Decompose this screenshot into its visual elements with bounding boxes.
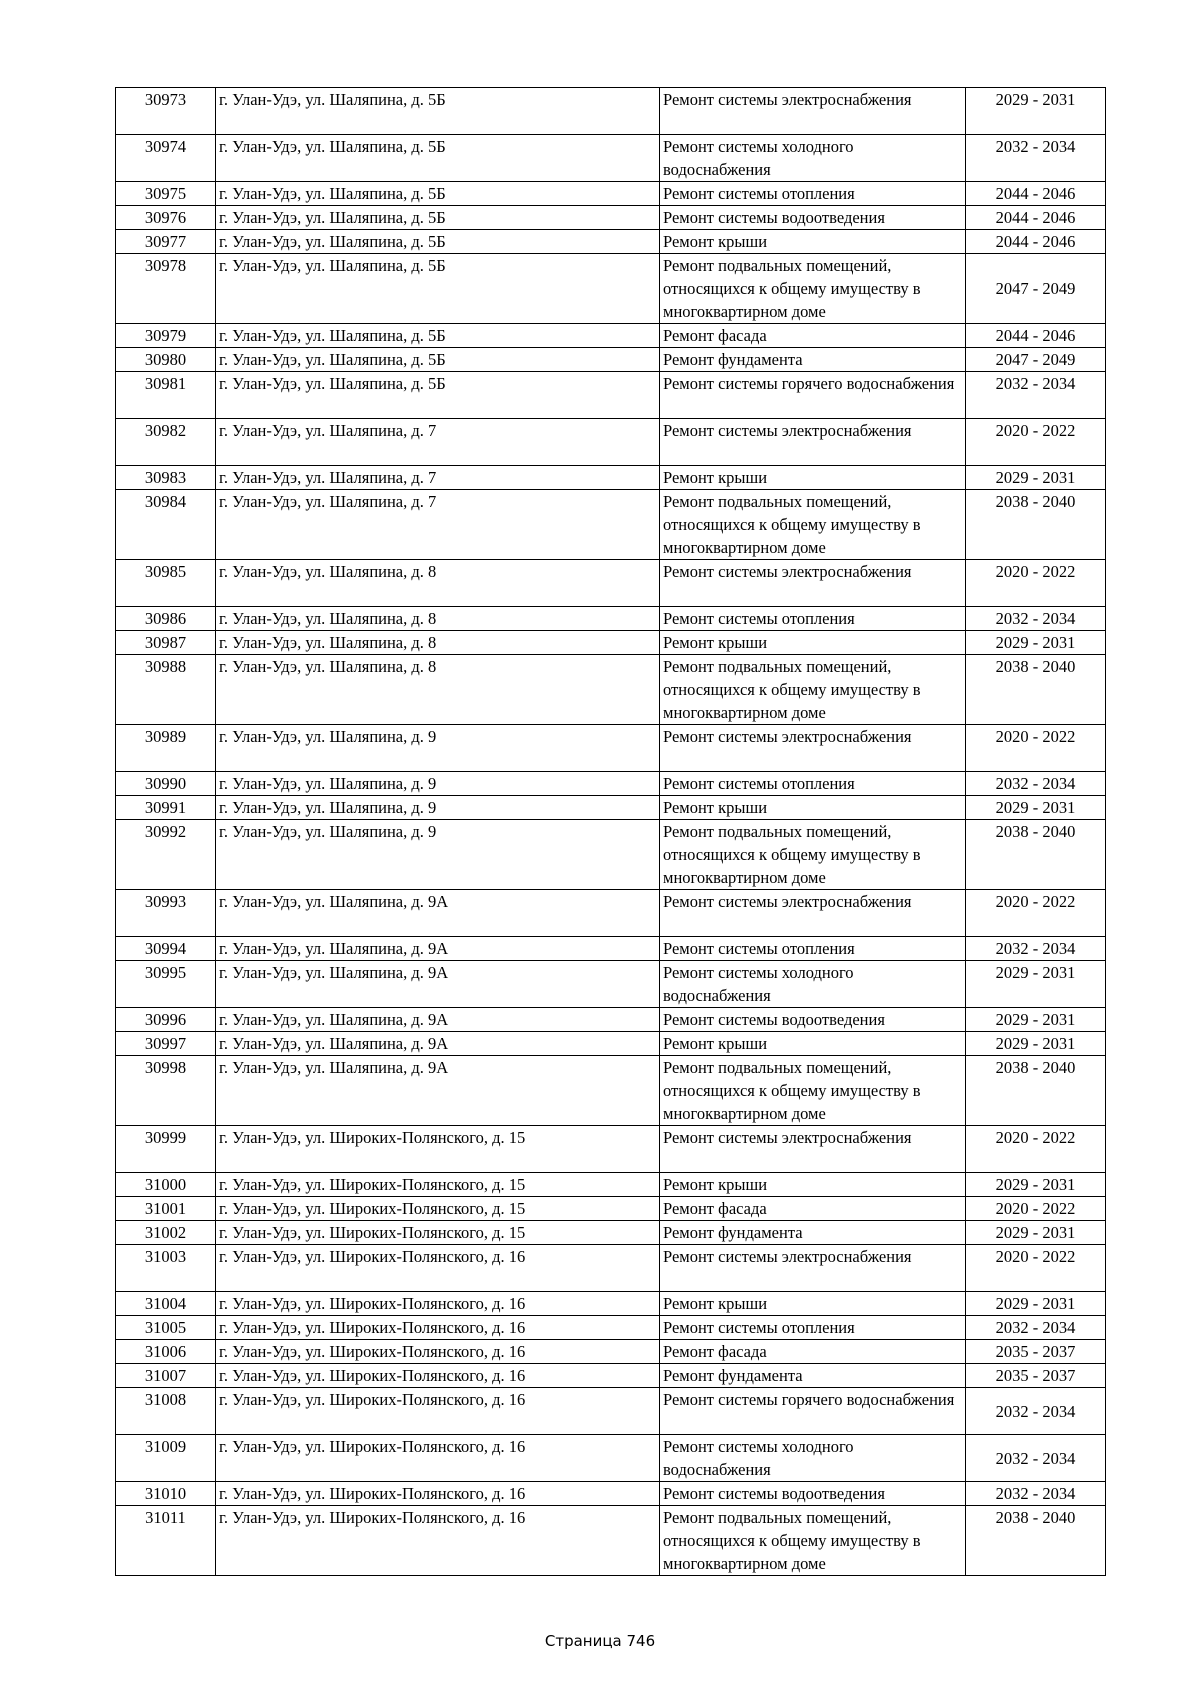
work-type-cell: Ремонт подвальных помещений, относящихся к общему имуществу в многоквартирном доме: [660, 1506, 966, 1576]
address-cell: г. Улан-Удэ, ул. Широких-Полянского, д. 15: [216, 1126, 660, 1173]
address-cell: г. Улан-Удэ, ул. Шаляпина, д. 9: [216, 725, 660, 772]
work-type-cell: Ремонт системы водоотведения: [660, 1008, 966, 1032]
work-type-cell: Ремонт подвальных помещений, относящихся к общему имуществу в многоквартирном доме: [660, 820, 966, 890]
address-cell: г. Улан-Удэ, ул. Шаляпина, д. 9А: [216, 961, 660, 1008]
row-number-cell: 30983: [116, 466, 216, 490]
years-cell: 2020 - 2022: [966, 1197, 1106, 1221]
years-cell: 2038 - 2040: [966, 1506, 1106, 1576]
work-type-cell: Ремонт крыши: [660, 631, 966, 655]
address-cell: г. Улан-Удэ, ул. Шаляпина, д. 8: [216, 655, 660, 725]
years-cell: 2032 - 2034: [966, 1482, 1106, 1506]
row-number-cell: 31006: [116, 1340, 216, 1364]
address-cell: г. Улан-Удэ, ул. Шаляпина, д. 5Б: [216, 230, 660, 254]
years-cell: 2029 - 2031: [966, 1008, 1106, 1032]
address-cell: г. Улан-Удэ, ул. Шаляпина, д. 5Б: [216, 88, 660, 135]
years-cell: 2020 - 2022: [966, 419, 1106, 466]
row-number-cell: 30986: [116, 607, 216, 631]
address-cell: г. Улан-Удэ, ул. Шаляпина, д. 9А: [216, 890, 660, 937]
address-cell: г. Улан-Удэ, ул. Широких-Полянского, д. 15: [216, 1221, 660, 1245]
years-cell: 2029 - 2031: [966, 631, 1106, 655]
table-row: [116, 961, 1106, 1008]
table-row: [116, 466, 1106, 490]
address-cell: г. Улан-Удэ, ул. Шаляпина, д. 9А: [216, 1008, 660, 1032]
address-cell: г. Улан-Удэ, ул. Шаляпина, д. 8: [216, 607, 660, 631]
years-cell: 2020 - 2022: [966, 1126, 1106, 1173]
table-row: [116, 348, 1106, 372]
work-type-cell: Ремонт подвальных помещений, относящихся к общему имуществу в многоквартирном доме: [660, 655, 966, 725]
table-row: [116, 88, 1106, 135]
years-cell: 2038 - 2040: [966, 655, 1106, 725]
row-number-cell: 31004: [116, 1292, 216, 1316]
table-row: [116, 1245, 1106, 1292]
work-type-cell: Ремонт системы холодного водоснабжения: [660, 961, 966, 1008]
years-cell: 2047 - 2049: [966, 348, 1106, 372]
table-row: [116, 1364, 1106, 1388]
table-row: [116, 655, 1106, 725]
address-cell: г. Улан-Удэ, ул. Шаляпина, д. 5Б: [216, 206, 660, 230]
table-row: [116, 725, 1106, 772]
work-type-cell: Ремонт крыши: [660, 1173, 966, 1197]
work-type-cell: Ремонт крыши: [660, 796, 966, 820]
table-row: [116, 631, 1106, 655]
years-cell: 2044 - 2046: [966, 230, 1106, 254]
address-cell: г. Улан-Удэ, ул. Широких-Полянского, д. 16: [216, 1482, 660, 1506]
years-cell: 2035 - 2037: [966, 1340, 1106, 1364]
address-cell: г. Улан-Удэ, ул. Шаляпина, д. 9: [216, 796, 660, 820]
work-type-cell: Ремонт системы электроснабжения: [660, 890, 966, 937]
repair-schedule-table: [115, 87, 1106, 1576]
address-cell: г. Улан-Удэ, ул. Шаляпина, д. 5Б: [216, 372, 660, 419]
table-row: [116, 1221, 1106, 1245]
table-row: [116, 490, 1106, 560]
years-cell: 2032 - 2034: [966, 1388, 1106, 1435]
years-cell: 2032 - 2034: [966, 372, 1106, 419]
years-cell: 2038 - 2040: [966, 820, 1106, 890]
row-number-cell: 30996: [116, 1008, 216, 1032]
row-number-cell: 31007: [116, 1364, 216, 1388]
address-cell: г. Улан-Удэ, ул. Широких-Полянского, д. 15: [216, 1173, 660, 1197]
table-row: [116, 372, 1106, 419]
row-number-cell: 30977: [116, 230, 216, 254]
row-number-cell: 30997: [116, 1032, 216, 1056]
row-number-cell: 31008: [116, 1388, 216, 1435]
address-cell: г. Улан-Удэ, ул. Шаляпина, д. 7: [216, 490, 660, 560]
address-cell: г. Улан-Удэ, ул. Широких-Полянского, д. 16: [216, 1316, 660, 1340]
work-type-cell: Ремонт системы водоотведения: [660, 1482, 966, 1506]
table-row: [116, 560, 1106, 607]
row-number-cell: 31011: [116, 1506, 216, 1576]
row-number-cell: 30995: [116, 961, 216, 1008]
work-type-cell: Ремонт крыши: [660, 1292, 966, 1316]
row-number-cell: 31000: [116, 1173, 216, 1197]
years-cell: 2038 - 2040: [966, 490, 1106, 560]
work-type-cell: Ремонт системы электроснабжения: [660, 88, 966, 135]
work-type-cell: Ремонт системы электроснабжения: [660, 1245, 966, 1292]
work-type-cell: Ремонт фундамента: [660, 348, 966, 372]
address-cell: г. Улан-Удэ, ул. Широких-Полянского, д. 16: [216, 1506, 660, 1576]
work-type-cell: Ремонт системы водоотведения: [660, 206, 966, 230]
table-row: [116, 1340, 1106, 1364]
row-number-cell: 30975: [116, 182, 216, 206]
address-cell: г. Улан-Удэ, ул. Шаляпина, д. 9: [216, 772, 660, 796]
row-number-cell: 30990: [116, 772, 216, 796]
table-row: [116, 820, 1106, 890]
table-row: [116, 206, 1106, 230]
address-cell: г. Улан-Удэ, ул. Широких-Полянского, д. 16: [216, 1245, 660, 1292]
work-type-cell: Ремонт системы электроснабжения: [660, 419, 966, 466]
table-row: [116, 1008, 1106, 1032]
work-type-cell: Ремонт системы отопления: [660, 1316, 966, 1340]
years-cell: 2047 - 2049: [966, 254, 1106, 324]
work-type-cell: Ремонт системы отопления: [660, 772, 966, 796]
table-row: [116, 324, 1106, 348]
row-number-cell: 30998: [116, 1056, 216, 1126]
table-row: [116, 419, 1106, 466]
row-number-cell: 30979: [116, 324, 216, 348]
years-cell: 2029 - 2031: [966, 1221, 1106, 1245]
address-cell: г. Улан-Удэ, ул. Широких-Полянского, д. 16: [216, 1292, 660, 1316]
work-type-cell: Ремонт системы горячего водоснабжения: [660, 1388, 966, 1435]
table-row: [116, 135, 1106, 182]
years-cell: 2029 - 2031: [966, 1173, 1106, 1197]
work-type-cell: Ремонт фундамента: [660, 1364, 966, 1388]
table-row: [116, 1292, 1106, 1316]
row-number-cell: 31009: [116, 1435, 216, 1482]
table-row: [116, 1435, 1106, 1482]
table-row: [116, 1197, 1106, 1221]
address-cell: г. Улан-Удэ, ул. Шаляпина, д. 7: [216, 466, 660, 490]
years-cell: 2029 - 2031: [966, 961, 1106, 1008]
years-cell: 2032 - 2034: [966, 1435, 1106, 1482]
table-row: [116, 1388, 1106, 1435]
work-type-cell: Ремонт подвальных помещений, относящихся к общему имуществу в многоквартирном доме: [660, 254, 966, 324]
years-cell: 2038 - 2040: [966, 1056, 1106, 1126]
years-cell: 2044 - 2046: [966, 206, 1106, 230]
years-cell: 2020 - 2022: [966, 725, 1106, 772]
work-type-cell: Ремонт фасада: [660, 1197, 966, 1221]
table-row: [116, 890, 1106, 937]
table-body: [116, 88, 1106, 1576]
row-number-cell: 31002: [116, 1221, 216, 1245]
years-cell: 2032 - 2034: [966, 772, 1106, 796]
work-type-cell: Ремонт подвальных помещений, относящихся к общему имуществу в многоквартирном доме: [660, 1056, 966, 1126]
table-row: [116, 1173, 1106, 1197]
table-row: [116, 1506, 1106, 1576]
work-type-cell: Ремонт крыши: [660, 466, 966, 490]
years-cell: 2035 - 2037: [966, 1364, 1106, 1388]
table-row: [116, 607, 1106, 631]
years-cell: 2032 - 2034: [966, 135, 1106, 182]
address-cell: г. Улан-Удэ, ул. Шаляпина, д. 5Б: [216, 182, 660, 206]
row-number-cell: 30988: [116, 655, 216, 725]
row-number-cell: 30992: [116, 820, 216, 890]
table-row: [116, 772, 1106, 796]
work-type-cell: Ремонт системы отопления: [660, 607, 966, 631]
work-type-cell: Ремонт системы электроснабжения: [660, 725, 966, 772]
work-type-cell: Ремонт крыши: [660, 230, 966, 254]
row-number-cell: 30981: [116, 372, 216, 419]
address-cell: г. Улан-Удэ, ул. Широких-Полянского, д. 16: [216, 1388, 660, 1435]
table-row: [116, 1316, 1106, 1340]
row-number-cell: 30993: [116, 890, 216, 937]
table-row: [116, 254, 1106, 324]
row-number-cell: 31005: [116, 1316, 216, 1340]
row-number-cell: 30984: [116, 490, 216, 560]
work-type-cell: Ремонт системы электроснабжения: [660, 1126, 966, 1173]
address-cell: г. Улан-Удэ, ул. Широких-Полянского, д. 16: [216, 1340, 660, 1364]
years-cell: 2020 - 2022: [966, 560, 1106, 607]
address-cell: г. Улан-Удэ, ул. Шаляпина, д. 8: [216, 631, 660, 655]
address-cell: г. Улан-Удэ, ул. Шаляпина, д. 5Б: [216, 254, 660, 324]
work-type-cell: Ремонт системы электроснабжения: [660, 560, 966, 607]
table-row: [116, 1056, 1106, 1126]
page-number: Страница 746: [544, 1632, 656, 1650]
work-type-cell: Ремонт системы отопления: [660, 182, 966, 206]
years-cell: 2020 - 2022: [966, 1245, 1106, 1292]
row-number-cell: 30982: [116, 419, 216, 466]
work-type-cell: Ремонт фасада: [660, 324, 966, 348]
row-number-cell: 30973: [116, 88, 216, 135]
row-number-cell: 30985: [116, 560, 216, 607]
row-number-cell: 30976: [116, 206, 216, 230]
row-number-cell: 31010: [116, 1482, 216, 1506]
years-cell: 2020 - 2022: [966, 890, 1106, 937]
address-cell: г. Улан-Удэ, ул. Широких-Полянского, д. 16: [216, 1364, 660, 1388]
work-type-cell: Ремонт фасада: [660, 1340, 966, 1364]
row-number-cell: 31003: [116, 1245, 216, 1292]
table-row: [116, 1032, 1106, 1056]
row-number-cell: 30999: [116, 1126, 216, 1173]
row-number-cell: 30978: [116, 254, 216, 324]
address-cell: г. Улан-Удэ, ул. Шаляпина, д. 5Б: [216, 135, 660, 182]
row-number-cell: 30991: [116, 796, 216, 820]
work-type-cell: Ремонт подвальных помещений, относящихся к общему имуществу в многоквартирном доме: [660, 490, 966, 560]
row-number-cell: 30987: [116, 631, 216, 655]
address-cell: г. Улан-Удэ, ул. Шаляпина, д. 9А: [216, 937, 660, 961]
address-cell: г. Улан-Удэ, ул. Шаляпина, д. 9А: [216, 1056, 660, 1126]
address-cell: г. Улан-Удэ, ул. Широких-Полянского, д. 16: [216, 1435, 660, 1482]
years-cell: 2044 - 2046: [966, 182, 1106, 206]
row-number-cell: 31001: [116, 1197, 216, 1221]
years-cell: 2044 - 2046: [966, 324, 1106, 348]
row-number-cell: 30994: [116, 937, 216, 961]
years-cell: 2029 - 2031: [966, 88, 1106, 135]
years-cell: 2032 - 2034: [966, 937, 1106, 961]
table-row: [116, 1126, 1106, 1173]
work-type-cell: Ремонт системы отопления: [660, 937, 966, 961]
work-type-cell: Ремонт крыши: [660, 1032, 966, 1056]
table-row: [116, 182, 1106, 206]
address-cell: г. Улан-Удэ, ул. Шаляпина, д. 9А: [216, 1032, 660, 1056]
table-row: [116, 1482, 1106, 1506]
address-cell: г. Улан-Удэ, ул. Шаляпина, д. 5Б: [216, 348, 660, 372]
table-row: [116, 796, 1106, 820]
work-type-cell: Ремонт системы горячего водоснабжения: [660, 372, 966, 419]
address-cell: г. Улан-Удэ, ул. Шаляпина, д. 8: [216, 560, 660, 607]
years-cell: 2029 - 2031: [966, 796, 1106, 820]
table-row: [116, 937, 1106, 961]
address-cell: г. Улан-Удэ, ул. Широких-Полянского, д. 15: [216, 1197, 660, 1221]
work-type-cell: Ремонт фундамента: [660, 1221, 966, 1245]
table-row: [116, 230, 1106, 254]
work-type-cell: Ремонт системы холодного водоснабжения: [660, 1435, 966, 1482]
years-cell: 2029 - 2031: [966, 1032, 1106, 1056]
years-cell: 2032 - 2034: [966, 1316, 1106, 1340]
row-number-cell: 30989: [116, 725, 216, 772]
row-number-cell: 30974: [116, 135, 216, 182]
address-cell: г. Улан-Удэ, ул. Шаляпина, д. 9: [216, 820, 660, 890]
address-cell: г. Улан-Удэ, ул. Шаляпина, д. 5Б: [216, 324, 660, 348]
address-cell: г. Улан-Удэ, ул. Шаляпина, д. 7: [216, 419, 660, 466]
years-cell: 2029 - 2031: [966, 466, 1106, 490]
row-number-cell: 30980: [116, 348, 216, 372]
years-cell: 2029 - 2031: [966, 1292, 1106, 1316]
work-type-cell: Ремонт системы холодного водоснабжения: [660, 135, 966, 182]
years-cell: 2032 - 2034: [966, 607, 1106, 631]
